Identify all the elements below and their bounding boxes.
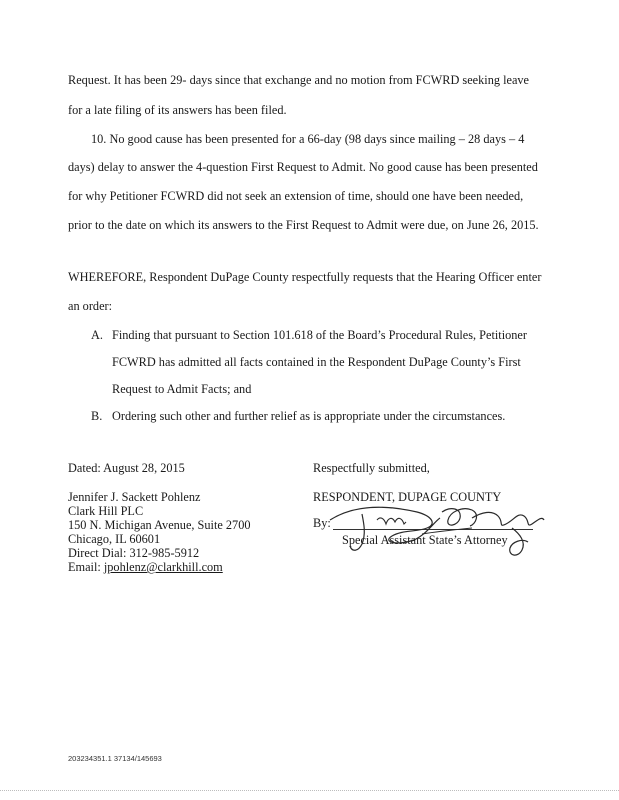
item-a-line-2: FCWRD has admitted all facts contained in the Respondent DuPage County’s First [112,355,521,369]
paragraph-number: 10. [91,132,107,146]
document-id-footer: 203234351.1 37134/145693 [68,754,162,763]
handwritten-signature [322,498,552,568]
continuation-line-2: for a late filing of its answers has been filed. [68,103,287,117]
item-b-marker: B. [91,409,103,423]
attorney-name: Jennifer J. Sackett Pohlenz [68,490,201,504]
paragraph-10-line-3: for why Petitioner FCWRD did not seek an extension of time, should one have been needed, [68,189,524,203]
scan-edge [0,790,619,791]
item-a-line-1: Finding that pursuant to Section 101.618 of the Board’s Procedural Rules, Petitioner [112,328,527,342]
email-label: Email: [68,560,104,574]
closing-line: Respectfully submitted, [313,461,430,475]
phone-line: Direct Dial: 312-985-5912 [68,546,200,560]
paragraph-10-line-2: days) delay to answer the 4-question First Request to Admit. No good cause has been presented [68,160,538,174]
email-link[interactable]: jpohlenz@clarkhill.com [103,560,223,574]
email-line [68,560,223,575]
wherefore-line-1: WHEREFORE, Respondent DuPage County respectfully requests that the Hearing Officer enter [68,270,542,284]
address-line-1: 150 N. Michigan Avenue, Suite 2700 [68,518,251,532]
paragraph-10-line-1 [91,132,524,147]
dated-line: Dated: August 28, 2015 [68,461,185,475]
item-a-line-3: Request to Admit Facts; and [112,382,252,396]
paragraph-10-text-1: No good cause has been presented for a 66-day (98 days since mailing – 28 days – 4 [109,132,525,146]
respondent-party: RESPONDENT, DUPAGE COUNTY [313,490,502,504]
by-label: By: [313,516,331,530]
signature-title: Special Assistant State’s Attorney [342,533,508,547]
item-b-line-1: Ordering such other and further relief as is appropriate under the circumstances. [112,409,506,423]
continuation-line-1: Request. It has been 29- days since that exchange and no motion from FCWRD seeking leave [68,73,530,87]
item-a-marker: A. [91,328,103,342]
paragraph-10-line-4: prior to the date on which its answers to the First Request to Admit were due, on June 26, 2015. [68,218,539,232]
wherefore-line-2: an order: [68,299,113,313]
address-line-2: Chicago, IL 60601 [68,532,161,546]
firm-name: Clark Hill PLC [68,504,144,518]
